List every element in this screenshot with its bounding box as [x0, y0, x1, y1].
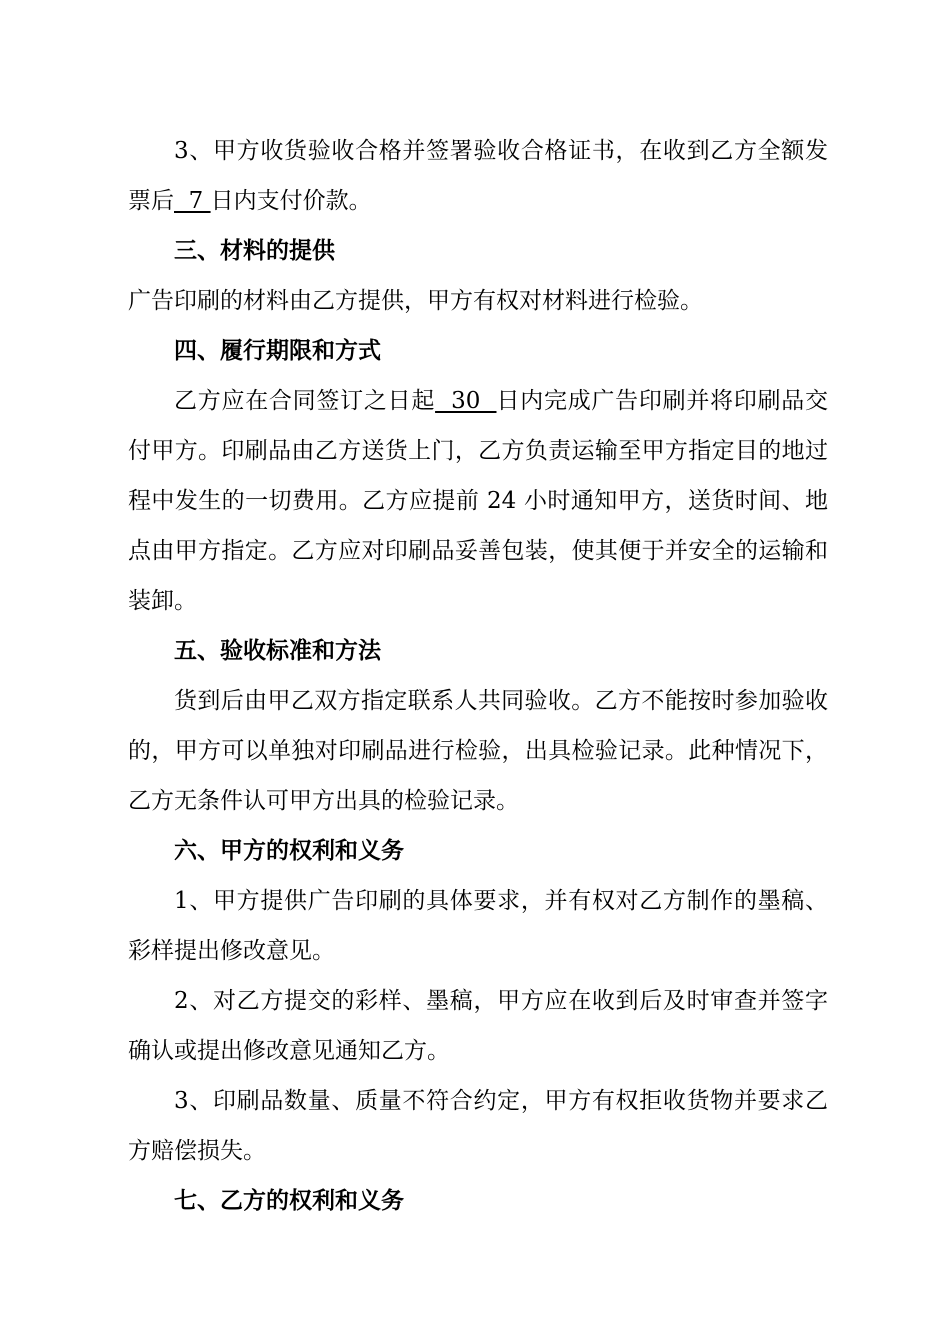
section-heading-materials: 三、材料的提供 — [174, 238, 335, 264]
clause-performance — [128, 376, 828, 626]
clause-party-a-3: 3、印刷品数量、质量不符合约定，甲方有权拒收货物并要求乙方赔偿损失。 — [128, 1088, 828, 1164]
clause-acceptance: 货到后由甲乙双方指定联系人共同验收。乙方不能按时参加验收的，甲方可以单独对印刷品进行检验，出具检验记录。此种情况下，乙方无条件认可甲方出具的检验记录。 — [128, 688, 828, 814]
section-heading-performance: 四、履行期限和方式 — [174, 338, 381, 364]
payment-days-blank: 7 — [174, 188, 211, 214]
clause-payment-text-a: 3、甲方收货验收合格并签署验收合格证书，在收到乙方全额发票后 — [128, 138, 828, 214]
clause-party-a-2: 2、对乙方提交的彩样、墨稿，甲方应在收到后及时审查并签字确认或提出修改意见通知乙方。 — [128, 988, 828, 1064]
document-body — [128, 126, 828, 1226]
section-heading-acceptance: 五、验收标准和方法 — [174, 638, 381, 664]
clause-performance-text-b: 日内完成广告印刷并将印刷品交付甲方。印刷品由乙方送货上门，乙方负责运输至甲方指定目的地过程中发生的一切费用。乙方应提前 24 小时通知甲方，送货时间、地点由甲方指定。乙方应对印刷品妥善包装，使其便于并安全的运输和装卸。 — [128, 388, 829, 614]
clause-materials: 广告印刷的材料由乙方提供，甲方有权对材料进行检验。 — [128, 288, 703, 314]
section-heading-party-b: 七、乙方的权利和义务 — [174, 1188, 404, 1214]
clause-performance-text-a: 乙方应在合同签订之日起 — [174, 388, 436, 414]
section-heading-party-a: 六、甲方的权利和义务 — [174, 838, 404, 864]
delivery-days-blank: 30 — [435, 388, 497, 414]
clause-payment — [128, 126, 828, 226]
clause-payment-text-b: 日内支付价款。 — [210, 188, 372, 214]
clause-party-a-1: 1、甲方提供广告印刷的具体要求，并有权对乙方制作的墨稿、彩样提出修改意见。 — [128, 888, 828, 964]
